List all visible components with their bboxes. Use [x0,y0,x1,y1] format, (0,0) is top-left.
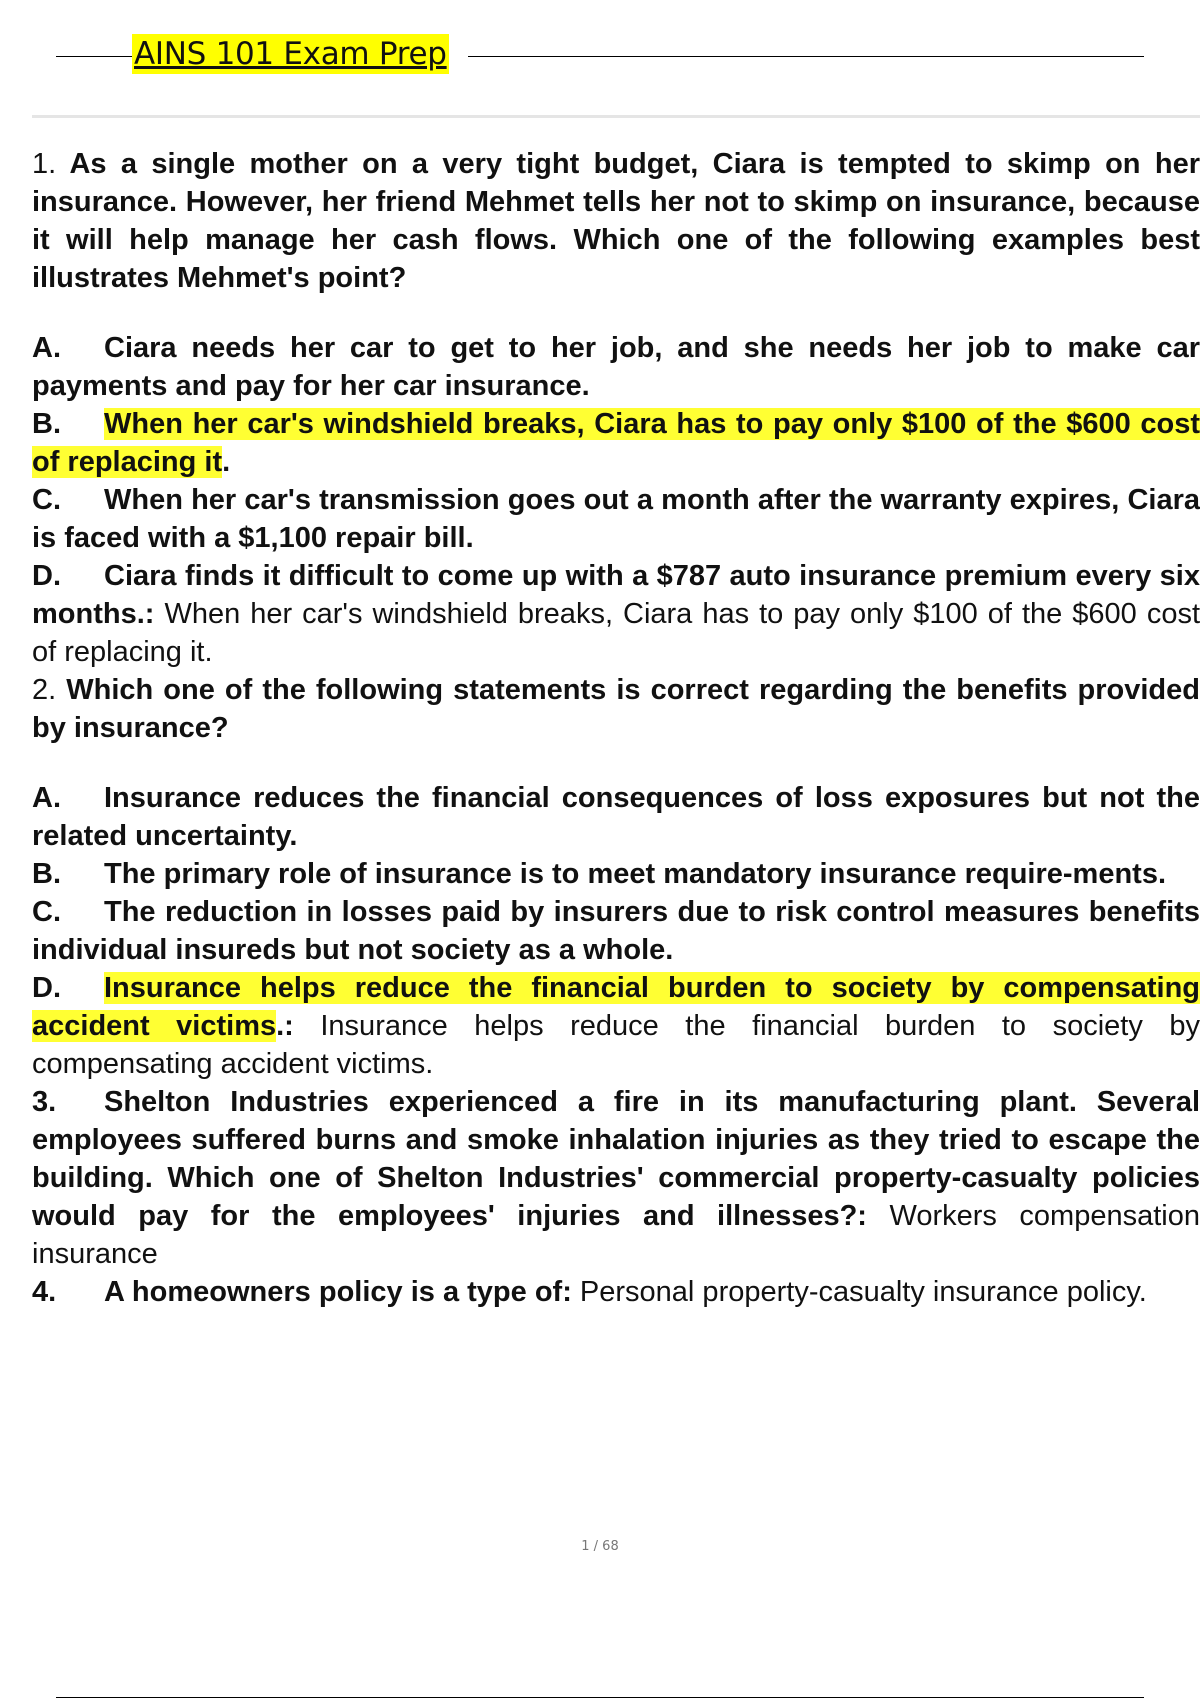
question-2-text: Which one of the following statements is correct regarding the benefits provided by insurance? [32,674,1200,744]
question-2-option-d [32,969,1200,1083]
question-2-number: 2. [32,674,57,706]
option-letter: C. [32,484,61,516]
document-title: AINS 101 Exam Prep [134,36,447,72]
question-3-text: Shelton Industries experienced a fire in its manufacturing plant. Several employees suffered burns and smoke inhalation injuries as they tried to escape the building. Which one of Shelton Industries' commercial property-casualty policies would pay for the employees' injuries and illnesses?: [32,1086,1200,1232]
highlighted-option-text: When her car's windshield breaks, Ciara has to pay only $100 of the $600 cost of replacing it [32,408,1200,478]
question-3-number: 3. [32,1086,57,1118]
option-text: The reduction in losses paid by insurers due to risk control measures benefits individual insureds but not society as a whole. [32,896,1200,966]
header-rule-right [468,56,1144,57]
answer-text: Insurance helps reduce the financial burden to society by compensating accident victims. [32,1010,1200,1080]
question-4 [32,1273,1200,1311]
answer-text: Personal property-casualty insurance policy. [579,1276,1147,1308]
page-content [32,145,1200,1311]
option-text: Insurance reduces the financial consequences of loss exposures but not the related uncertainty. [32,782,1200,852]
option-letter: B. [32,858,61,890]
question-1 [32,145,1200,297]
option-letter: D. [32,972,61,1004]
question-2 [32,671,1200,747]
option-suffix: . [222,446,231,478]
question-1-text: As a single mother on a very tight budget, Ciara is tempted to skimp on her insurance. However, her friend Mehmet tells her not to skimp on insurance, because it will help manage her cash flows. Which one of the following examples best illustrates Mehmet's point? [32,148,1200,294]
option-letter: C. [32,896,61,928]
option-suffix: .: [276,1010,294,1042]
question-1-number: 1. [32,148,57,180]
option-text: Ciara finds it difficult to come up with a $787 auto insurance premium every six months.: [32,560,1200,630]
page-number: 1 / 68 [581,1539,619,1554]
footer-rule [56,1697,1144,1698]
option-letter: A. [32,782,61,814]
highlighted-option-text: Insurance helps reduce the financial burden to society by compensating accident victims [32,972,1200,1042]
question-1-option-c [32,481,1200,557]
header-separator [32,115,1200,118]
option-text: Ciara needs her car to get to her job, and she needs her job to make car payments and pay for her car insurance. [32,332,1200,402]
option-letter: B. [32,408,61,440]
option-text: When her car's transmission goes out a month after the warranty expires, Ciara is faced with a $1,100 repair bill. [32,484,1200,554]
question-2-option-a [32,779,1200,855]
question-1-option-a [32,329,1200,405]
option-text: The primary role of insurance is to meet mandatory insurance require-ments. [104,858,1167,890]
answer-text: When her car's windshield breaks, Ciara has to pay only $100 of the $600 cost of replacing it. [32,598,1200,668]
question-1-option-b [32,405,1200,481]
question-1-option-d [32,557,1200,671]
option-letter: A. [32,332,61,364]
answer-text: Workers compensation insurance [32,1200,1200,1270]
option-letter: D. [32,560,61,592]
question-4-text: A homeowners policy is a type of: [104,1276,572,1308]
question-2-option-b [32,855,1200,893]
header-rule-left [56,56,132,57]
question-3 [32,1083,1200,1273]
question-4-number: 4. [32,1276,57,1308]
question-2-option-c [32,893,1200,969]
